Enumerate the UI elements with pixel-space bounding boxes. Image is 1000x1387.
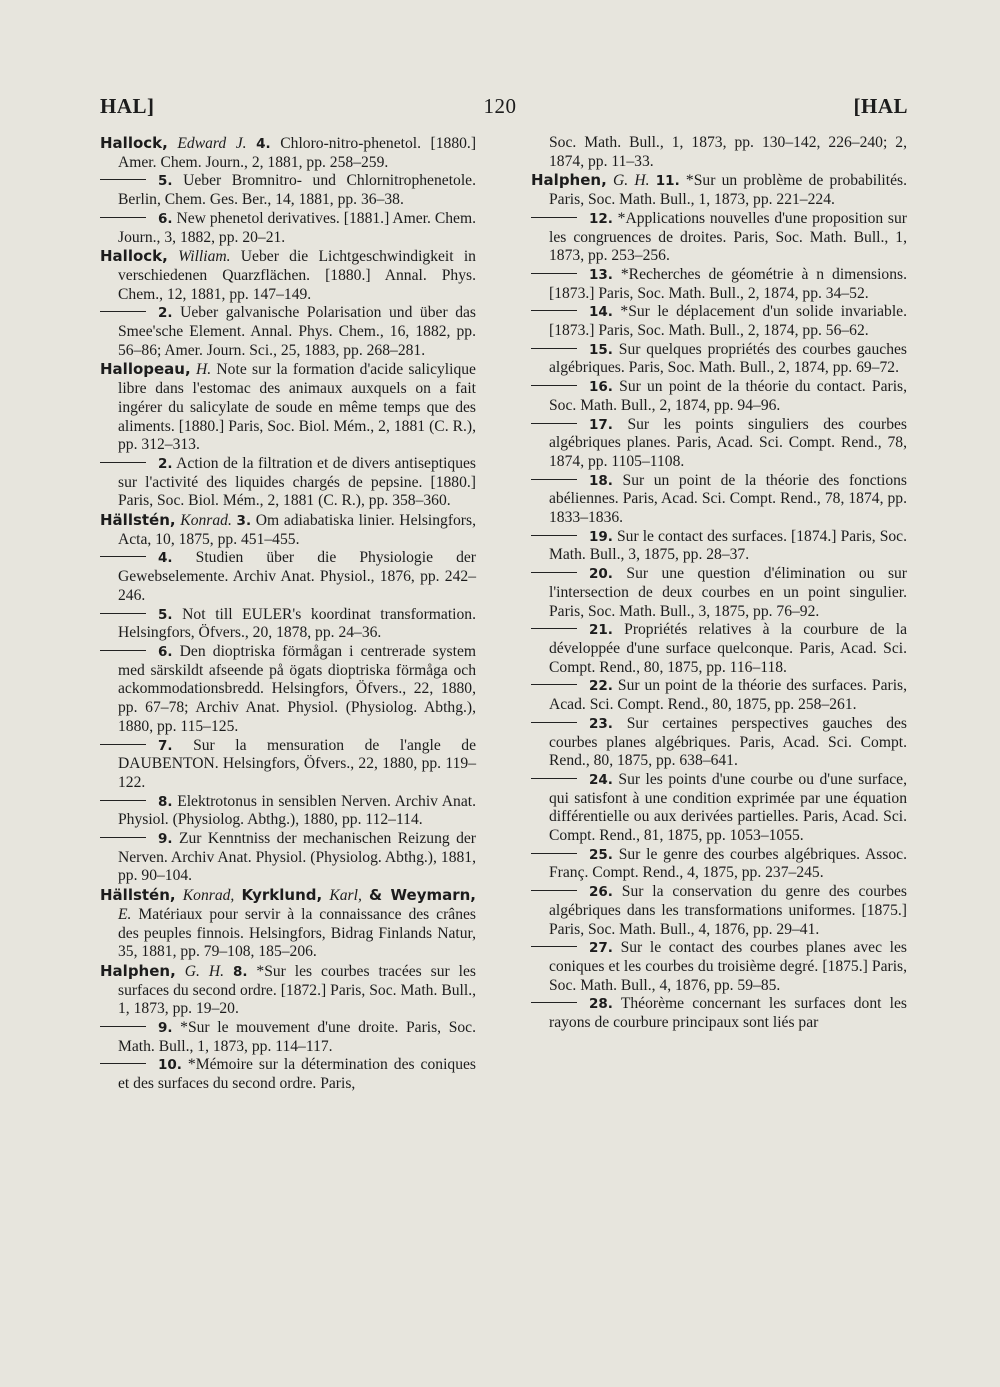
page-number: 120 bbox=[483, 94, 517, 118]
entry-number: 5. bbox=[158, 606, 173, 623]
bibliography-entry bbox=[531, 771, 907, 846]
coauthor-given-name: Karl, bbox=[329, 887, 362, 905]
entry-text: Sur une question d'élimination ou sur l'intersection de deux courbes en un point singulier. Paris, Soc. Math. Bull., 3, 1875, pp. 76–92. bbox=[549, 565, 907, 620]
right-column bbox=[531, 134, 907, 1033]
author-entry bbox=[100, 886, 476, 962]
bibliography-entry bbox=[531, 472, 907, 528]
bibliography-entry bbox=[100, 172, 476, 209]
entry-number: 10. bbox=[158, 1057, 182, 1074]
bibliography-entry bbox=[100, 455, 476, 511]
entry-number: 14. bbox=[589, 304, 613, 321]
ditto-dash bbox=[531, 722, 577, 723]
bibliography-entry bbox=[100, 1056, 476, 1093]
entry-number: 4. bbox=[158, 550, 173, 567]
coauthor-surname: & Weymarn, bbox=[368, 886, 477, 905]
author-entry bbox=[100, 511, 476, 549]
entry-number: 13. bbox=[589, 266, 613, 283]
entry-number: 24. bbox=[589, 771, 613, 788]
author-surname: Hallock, bbox=[100, 247, 168, 266]
entry-text: Ueber Bromnitro- und Chlornitrophenetole. Berlin, Chem. Ges. Ber., 14, 1881, pp. 36–38. bbox=[118, 172, 476, 209]
bibliography-entry bbox=[531, 621, 907, 677]
entry-number: 6. bbox=[158, 210, 173, 227]
author-entry bbox=[100, 360, 476, 455]
entry-text: Sur les points singuliers des courbes algébriques planes. Paris, Acad. Sci. Compt. Rend., 78, 1874, pp. 1105–1108. bbox=[549, 415, 907, 470]
entry-text: *Sur les courbes tracées sur les surfaces du second ordre. [1872.] Paris, Soc. Math. Bull., 1, 1873, pp. 19–20. bbox=[118, 962, 476, 1018]
entry-number: 3. bbox=[236, 513, 252, 530]
ditto-dash bbox=[531, 217, 577, 218]
entry-text: Den dioptriska förmågan i centrerade system med särskildt afseende på ögats dioptriska förmåga och ackommodationsbredd. Helsingfors, Öfvers., 22, 1880, pp. 67–78; Archiv Anat. Physiol. (Physiolog. Abthg.), 1880, pp. 115–125. bbox=[118, 642, 476, 735]
coauthor-given-name: E. bbox=[118, 905, 132, 923]
ditto-dash bbox=[531, 535, 577, 536]
entry-text: Sur quelques propriétés des courbes gauches algébriques. Paris, Soc. Math. Bull., 2, 1874, pp. 69–72. bbox=[549, 340, 907, 377]
bibliography-entry bbox=[531, 210, 907, 266]
entry-number: 26. bbox=[589, 884, 613, 901]
entry-text: *Sur un problème de probabilités. Paris, Soc. Math. Bull., 1, 1873, pp. 221–224. bbox=[549, 172, 907, 209]
entry-number: 22. bbox=[589, 678, 613, 695]
ditto-dash bbox=[531, 273, 577, 274]
bibliography-entry bbox=[531, 995, 907, 1032]
bibliography-entry bbox=[531, 378, 907, 415]
bibliography-entry bbox=[531, 528, 907, 565]
entry-text: Propriétés relatives à la courbure de la développée d'une surface quelconque. Paris, Acad. Sci. Compt. Rend., 80, 1875, pp. 116–118. bbox=[549, 621, 907, 676]
entry-number: 21. bbox=[589, 622, 613, 639]
entry-number: 28. bbox=[589, 996, 613, 1013]
entry-number: 6. bbox=[158, 643, 173, 660]
bibliography-entry bbox=[531, 883, 907, 939]
entry-text: *Sur le déplacement d'un solide invariable. [1873.] Paris, Soc. Math. Bull., 2, 1874, pp. 56–62. bbox=[549, 303, 907, 340]
entry-number: 19. bbox=[589, 528, 613, 545]
bibliography-entry bbox=[531, 565, 907, 621]
entry-text: Chloro-nitro-phenetol. [1880.] Amer. Chem. Journ., 2, 1881, pp. 258–259. bbox=[118, 135, 477, 171]
entry-text: New phenetol derivatives. [1881.] Amer. Chem. Journ., 3, 1882, pp. 20–21. bbox=[118, 209, 476, 246]
ditto-dash bbox=[100, 462, 146, 463]
entry-number: 8. bbox=[158, 793, 173, 810]
entry-text: Studien über die Physiologie der Gewebselemente. Archiv Anat. Physiol., 1876, pp. 242–246. bbox=[118, 549, 476, 604]
ditto-dash bbox=[531, 479, 577, 480]
ditto-dash bbox=[531, 310, 577, 311]
entry-text: Sur la conservation du genre des courbes algébriques dans les transformations uniformes. [1875.] Paris, Soc. Math. Bull., 4, 1876, pp. 29–41. bbox=[549, 883, 907, 938]
entry-text: Zur Kenntniss der mechanischen Reizung der Nerven. Archiv Anat. Physiol. (Physiolog. Abthg.), 1881, pp. 90–104. bbox=[118, 830, 476, 885]
author-entry bbox=[531, 171, 907, 209]
ditto-dash bbox=[531, 684, 577, 685]
entry-text: *Mémoire sur la détermination des coniques et des surfaces du second ordre. Paris, bbox=[118, 1056, 476, 1093]
ditto-dash bbox=[531, 946, 577, 947]
author-given-name: G. H. bbox=[613, 172, 650, 190]
entry-number: 4. bbox=[256, 136, 271, 152]
bibliography-entry bbox=[531, 134, 907, 171]
entry-number: 12. bbox=[589, 210, 613, 227]
running-head-right: [HAL bbox=[853, 94, 908, 118]
author-surname: Hallock, bbox=[100, 134, 168, 152]
ditto-dash bbox=[531, 572, 577, 573]
ditto-dash bbox=[531, 778, 577, 779]
ditto-dash bbox=[100, 311, 146, 312]
bibliography-entry bbox=[100, 830, 476, 886]
entry-number: 25. bbox=[589, 846, 613, 863]
bibliography-entry bbox=[531, 303, 907, 340]
bibliography-entry bbox=[531, 416, 907, 472]
ditto-dash bbox=[531, 348, 577, 349]
bibliography-entry bbox=[100, 304, 476, 360]
entry-text: Elektrotonus in sensiblen Nerven. Archiv Anat. Physiol. (Physiolog. Abthg.), 1880, pp. 112–114. bbox=[118, 792, 476, 829]
bibliography-entry bbox=[100, 549, 476, 605]
entry-number: 15. bbox=[589, 341, 613, 358]
author-surname: Halphen, bbox=[531, 171, 607, 190]
ditto-dash bbox=[100, 217, 146, 218]
bibliography-entry bbox=[100, 1019, 476, 1056]
ditto-dash bbox=[100, 650, 146, 651]
entry-number: 27. bbox=[589, 940, 613, 957]
ditto-dash bbox=[531, 1002, 577, 1003]
entry-number: 9. bbox=[158, 1020, 173, 1037]
ditto-dash bbox=[531, 385, 577, 386]
entry-number: 9. bbox=[158, 831, 173, 848]
author-given-name: Konrad. bbox=[180, 512, 232, 530]
ditto-dash bbox=[100, 837, 146, 838]
bibliography-entry bbox=[531, 677, 907, 714]
coauthor-surname: Kyrklund, bbox=[241, 886, 323, 905]
ditto-dash bbox=[531, 853, 577, 854]
author-surname: Hallopeau, bbox=[100, 360, 191, 379]
entry-text: Sur un point de la théorie des fonctions abéliennes. Paris, Acad. Sci. Compt. Rend., 78, 1874, pp. 1833–1836. bbox=[549, 471, 907, 527]
entry-text: Sur le contact des courbes planes avec les coniques et les courbes du troisième degré. [1875.] Paris, Soc. Math. Bull., 4, 1876, pp. 59–85. bbox=[549, 939, 907, 994]
bibliography-entry bbox=[100, 793, 476, 830]
entry-text: Ueber die Lichtgeschwindigkeit in verschiedenen Quarzflächen. [1880.] Annal. Phys. Chem., 12, 1881, pp. 147–149. bbox=[118, 248, 476, 303]
entry-number: 20. bbox=[589, 566, 613, 583]
bibliography-entry bbox=[100, 643, 476, 737]
entry-text: Soc. Math. Bull., 1, 1873, pp. 130–142, 226–240; 2, 1874, pp. 11–33. bbox=[549, 134, 907, 170]
author-surname: Hällstén, bbox=[100, 886, 176, 905]
entry-text: Sur certaines perspectives gauches des courbes planes algébriques. Paris, Acad. Sci. Compt. Rend., 80, 1875, pp. 638–641. bbox=[549, 714, 907, 770]
entry-text: Matériaux pour servir à la connaissance des crânes des peuples finnois. Helsingfors, Bidrag Finlands Natur, 35, 1881, pp. 79–108, 185–206. bbox=[118, 905, 476, 961]
author-entry bbox=[100, 134, 476, 172]
entry-number: 17. bbox=[589, 416, 613, 433]
bibliography-entry bbox=[531, 715, 907, 771]
entry-number: 16. bbox=[589, 379, 613, 396]
entry-text: Not till EULER's koordinat transformation. Helsingfors, Öfvers., 20, 1878, pp. 24–36. bbox=[118, 605, 476, 642]
author-entry bbox=[100, 962, 476, 1019]
entry-text: Sur le genre des courbes algébriques. Assoc. Franç. Compt. Rend., 4, 1875, pp. 237–245. bbox=[549, 845, 907, 882]
entry-text: Sur les points d'une courbe ou d'une surface, qui satisfont à une condition exprimée par une équation différentielle ou aux derivées partielles. Paris, Acad. Sci. Compt. Rend., 81, 1875, pp. 1053–1055. bbox=[549, 770, 907, 845]
ditto-dash bbox=[531, 890, 577, 891]
bibliography-entry bbox=[100, 606, 476, 643]
ditto-dash bbox=[100, 613, 146, 614]
author-entry bbox=[100, 247, 476, 304]
ditto-dash bbox=[531, 423, 577, 424]
bibliography-entry bbox=[531, 939, 907, 995]
entry-number: 11. bbox=[655, 173, 680, 190]
entry-text: Om adiabatiska linier. Helsingfors, Acta, 10, 1875, pp. 451–455. bbox=[118, 512, 476, 548]
ditto-dash bbox=[100, 1026, 146, 1027]
ditto-dash bbox=[100, 1063, 146, 1064]
ditto-dash bbox=[531, 628, 577, 629]
entry-number: 23. bbox=[589, 715, 613, 732]
ditto-dash bbox=[100, 179, 146, 180]
bibliography-entry bbox=[100, 737, 476, 793]
entry-text: Ueber galvanische Polarisation und über das Smee'sche Element. Annal. Phys. Chem., 16, 1882, pp. 56–86; Amer. Journ. Sci., 25, 1883, pp. 268–281. bbox=[118, 304, 476, 359]
entry-number: 5. bbox=[158, 173, 173, 190]
author-given-name: H. bbox=[195, 361, 212, 379]
bibliography-entry bbox=[531, 846, 907, 883]
running-head-left: HAL] bbox=[100, 94, 155, 118]
author-given-name: Konrad, bbox=[182, 887, 235, 905]
ditto-dash bbox=[100, 800, 146, 801]
ditto-dash bbox=[100, 744, 146, 745]
bibliography-entry bbox=[100, 210, 476, 247]
entry-text: Sur le contact des surfaces. [1874.] Paris, Soc. Math. Bull., 3, 1875, pp. 28–37. bbox=[549, 527, 908, 564]
entry-text: Sur la mensuration de l'angle de DAUBENTON. Helsingfors, Öfvers., 22, 1880, pp. 119–122. bbox=[118, 736, 477, 791]
entry-number: 8. bbox=[232, 963, 248, 980]
entry-text: Note sur la formation d'acide salicylique libre dans l'estomac des animaux auxquels on a fait ingérer du salicylate de soude en même temps que des aliments. [1880.] Paris, Soc. Biol. Mém., 2, 1881 (C. R.), pp. 312–313. bbox=[118, 361, 476, 454]
author-surname: Halphen, bbox=[100, 961, 176, 980]
entry-text: Théorème concernant les surfaces dont les rayons de courbure principaux sont liés par bbox=[549, 995, 907, 1032]
entry-text: Sur un point de la théorie des surfaces. Paris, Acad. Sci. Compt. Rend., 80, 1875, pp. 258–261. bbox=[549, 677, 907, 714]
left-column bbox=[100, 134, 476, 1094]
bibliography-entry bbox=[531, 341, 907, 378]
bibliography-entry bbox=[531, 266, 907, 303]
author-given-name: William. bbox=[178, 248, 231, 266]
entry-text: Sur un point de la théorie du contact. Paris, Soc. Math. Bull., 2, 1874, pp. 94–96. bbox=[549, 378, 907, 414]
entry-text: *Recherches de géométrie à n dimensions. [1873.] Paris, Soc. Math. Bull., 2, 1874, pp. 34–52. bbox=[549, 265, 907, 302]
author-surname: Hällstén, bbox=[100, 511, 176, 530]
author-given-name: G. H. bbox=[184, 962, 224, 980]
entry-number: 18. bbox=[589, 472, 613, 489]
entry-text: *Sur le mouvement d'une droite. Paris, Soc. Math. Bull., 1, 1873, pp. 114–117. bbox=[118, 1019, 476, 1055]
entry-number: 7. bbox=[158, 737, 173, 754]
entry-number: 2. bbox=[158, 305, 173, 322]
entry-number: 2. bbox=[158, 455, 173, 472]
entry-text: Action de la filtration et de divers antiseptiques sur l'activité des liquides chargés de pepsine. [1880.] Paris, Soc. Biol. Mém., 2, 1881 (C. R.), pp. 358–360. bbox=[118, 454, 476, 510]
author-given-name: Edward J. bbox=[177, 135, 247, 152]
entry-text: *Applications nouvelles d'une proposition sur les congruences de droites. Paris, Soc. Math. Bull., 1, 1873, pp. 253–256. bbox=[549, 209, 907, 265]
ditto-dash bbox=[100, 556, 146, 557]
